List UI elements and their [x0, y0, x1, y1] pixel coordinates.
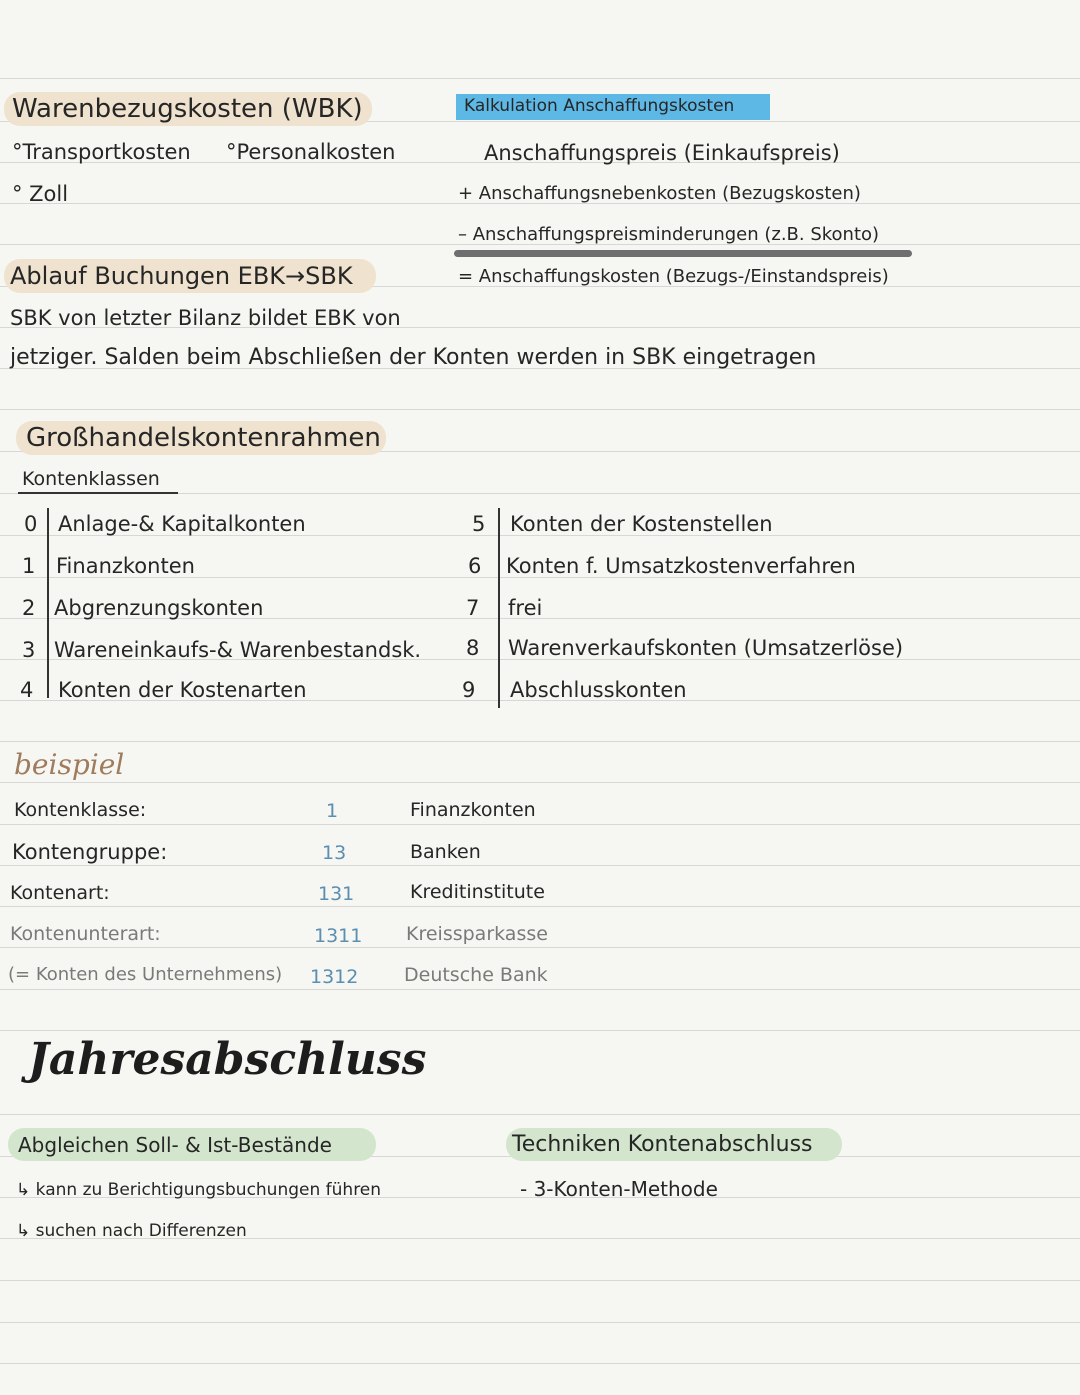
klasse-right-label-9: Abschlusskonten: [510, 678, 687, 702]
klasse-left-num-1: 1: [22, 554, 36, 578]
ablauf-text-1: SBK von letzter Bilanz bildet EBK von: [10, 306, 401, 330]
beispiel-num-1: 13: [322, 842, 347, 864]
ablauf-text-2: jetziger. Salden beim Abschließen der Konten werden in SBK eingetragen: [10, 345, 817, 370]
kontenrahmen-title: Großhandelskontenrahmen: [26, 423, 381, 453]
klasse-right-num-9: 9: [462, 678, 476, 702]
kalkulation-line-3: – Anschaffungspreisminderungen (z.B. Skonto): [458, 224, 880, 245]
wbk-item-personal: °Personalkosten: [226, 140, 396, 164]
beispiel-label-0: Kontenklasse:: [14, 799, 147, 821]
kalkulation-line-4: = Anschaffungskosten (Bezugs-/Einstandspreis): [458, 266, 889, 287]
klasse-right-num-6: 6: [468, 554, 482, 578]
wbk-title: Warenbezugskosten (WBK): [12, 94, 363, 124]
abgleichen-item-1: ↳ kann zu Berichtigungsbuchungen führen: [16, 1180, 382, 1200]
klasse-left-label-3: Wareneinkaufs-& Warenbestandsk.: [54, 638, 422, 662]
beispiel-num-0: 1: [326, 800, 339, 822]
kalkulation-line-1: Anschaffungspreis (Einkaufspreis): [484, 141, 840, 165]
kontenklassen-subtitle: Kontenklassen: [22, 468, 160, 490]
klasse-left-label-4: Konten der Kostenarten: [58, 678, 307, 702]
beispiel-desc-2: Kreditinstitute: [410, 881, 545, 903]
beispiel-label-3: Kontenunterart:: [10, 923, 161, 945]
kontenklassen-left-divider: [47, 508, 49, 698]
abgleichen-title: Abgleichen Soll- & Ist-Bestände: [18, 1133, 332, 1157]
klasse-left-num-4: 4: [20, 678, 34, 702]
klasse-left-num-2: 2: [22, 596, 36, 620]
klasse-left-num-3: 3: [22, 638, 36, 662]
beispiel-num-2: 131: [318, 883, 355, 905]
klasse-left-label-2: Abgrenzungskonten: [54, 596, 264, 620]
jahresabschluss-title: Jahresabschluss: [28, 1034, 427, 1085]
wbk-item-zoll: ° Zoll: [12, 182, 69, 206]
klasse-right-label-7: frei: [508, 596, 543, 620]
beispiel-num-3: 1311: [314, 925, 363, 947]
beispiel-label-4: (= Konten des Unternehmens): [8, 964, 283, 985]
kalkulation-underline-bar: [454, 250, 912, 257]
klasse-right-num-7: 7: [466, 596, 480, 620]
beispiel-title: beispiel: [14, 748, 125, 781]
techniken-item-1: - 3-Konten-Methode: [520, 1177, 718, 1201]
klasse-right-num-5: 5: [472, 512, 486, 536]
kontenklassen-right-divider: [498, 508, 500, 708]
kontenklassen-underline: [18, 492, 178, 494]
beispiel-label-2: Kontenart:: [10, 882, 110, 904]
kalkulation-title: Kalkulation Anschaffungskosten: [464, 96, 735, 116]
klasse-right-label-5: Konten der Kostenstellen: [510, 512, 773, 536]
beispiel-num-4: 1312: [310, 966, 359, 988]
klasse-left-num-0: 0: [24, 512, 38, 536]
klasse-left-label-1: Finanzkonten: [56, 554, 195, 578]
klasse-right-num-8: 8: [466, 636, 480, 660]
kalkulation-line-2: + Anschaffungsnebenkosten (Bezugskosten): [458, 183, 861, 204]
abgleichen-item-2: ↳ suchen nach Differenzen: [16, 1221, 247, 1241]
beispiel-desc-1: Banken: [410, 841, 481, 863]
klasse-left-label-0: Anlage-& Kapitalkonten: [58, 512, 306, 536]
beispiel-desc-4: Deutsche Bank: [404, 964, 548, 986]
ablauf-title: Ablauf Buchungen EBK→SBK: [10, 262, 353, 290]
beispiel-desc-3: Kreissparkasse: [406, 923, 548, 945]
wbk-item-transport: °Transportkosten: [12, 140, 191, 164]
beispiel-label-1: Kontengruppe:: [12, 840, 168, 864]
klasse-right-label-6: Konten f. Umsatzkostenverfahren: [506, 554, 856, 578]
klasse-right-label-8: Warenverkaufskonten (Umsatzerlöse): [508, 636, 904, 660]
beispiel-desc-0: Finanzkonten: [410, 799, 536, 821]
techniken-title: Techniken Kontenabschluss: [512, 1132, 813, 1157]
